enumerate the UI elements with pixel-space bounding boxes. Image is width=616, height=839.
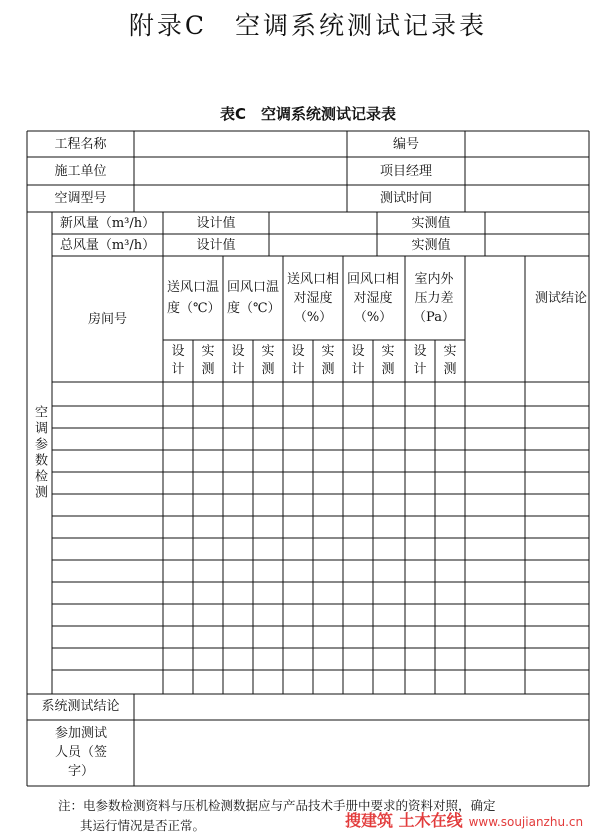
- conclusion-header: 测试结论: [534, 290, 587, 306]
- room-number-header: 房间号: [87, 311, 127, 327]
- ac-model-label: 空调型号: [54, 191, 107, 206]
- design-subheader-4: 设计: [351, 344, 365, 377]
- design-subheader-5: 设计: [413, 344, 427, 377]
- measured-subheader-2: 实测: [261, 344, 275, 377]
- total-air-label: 总风量（m³/h）: [59, 237, 156, 253]
- watermark-url: www.soujianzhu.cn: [468, 815, 584, 829]
- design-subheader-1: 设计: [171, 344, 185, 377]
- return-temp-header: 回风口温度（℃）: [227, 280, 281, 316]
- appendix-title: 附录C 空调系统测试记录表: [128, 11, 488, 40]
- measured-subheader-4: 实测: [381, 344, 395, 377]
- number-label: 编号: [392, 136, 419, 152]
- measured-subheader-1: 实测: [201, 344, 215, 377]
- site-watermark: [345, 808, 583, 831]
- total-air-design-label: 设计值: [196, 237, 236, 253]
- table-note-line1: 注：电参数检测资料与压机检测数据应与产品技术手册中要求的资料对照，确定: [58, 798, 496, 813]
- design-subheader-2: 设计: [231, 344, 245, 377]
- contractor-label: 施工单位: [54, 163, 107, 179]
- table-title: 表C 空调系统测试记录表: [219, 105, 396, 123]
- table-note-line2: 其运行情况是否正常。: [80, 818, 206, 833]
- fresh-air-measured-label: 实测值: [411, 215, 451, 231]
- watermark-text: 搜建筑 土木在线: [345, 811, 463, 830]
- project-name-label: 工程名称: [54, 136, 107, 152]
- design-subheader-3: 设计: [291, 344, 305, 377]
- pressure-diff-header: 室内外压力差（Pa）: [413, 271, 455, 325]
- supply-temp-header: 送风口温度（℃）: [167, 280, 221, 316]
- test-time-label: 测试时间: [379, 191, 432, 206]
- fresh-air-design-label: 设计值: [196, 215, 236, 231]
- fresh-air-label: 新风量（m³/h）: [59, 215, 156, 231]
- participants-label: 参加测试人员（签字）: [54, 725, 107, 779]
- project-manager-label: 项目经理: [379, 163, 432, 179]
- return-humidity-header: 回风口相对湿度（%）: [347, 271, 400, 325]
- total-air-measured-label: 实测值: [411, 237, 451, 253]
- system-conclusion-label: 系统测试结论: [41, 698, 120, 714]
- measured-subheader-5: 实测: [443, 344, 457, 377]
- measured-subheader-3: 实测: [321, 344, 335, 377]
- section-label-vertical: 空调参数检测: [32, 405, 47, 501]
- supply-humidity-header: 送风口相对湿度（%）: [287, 271, 340, 325]
